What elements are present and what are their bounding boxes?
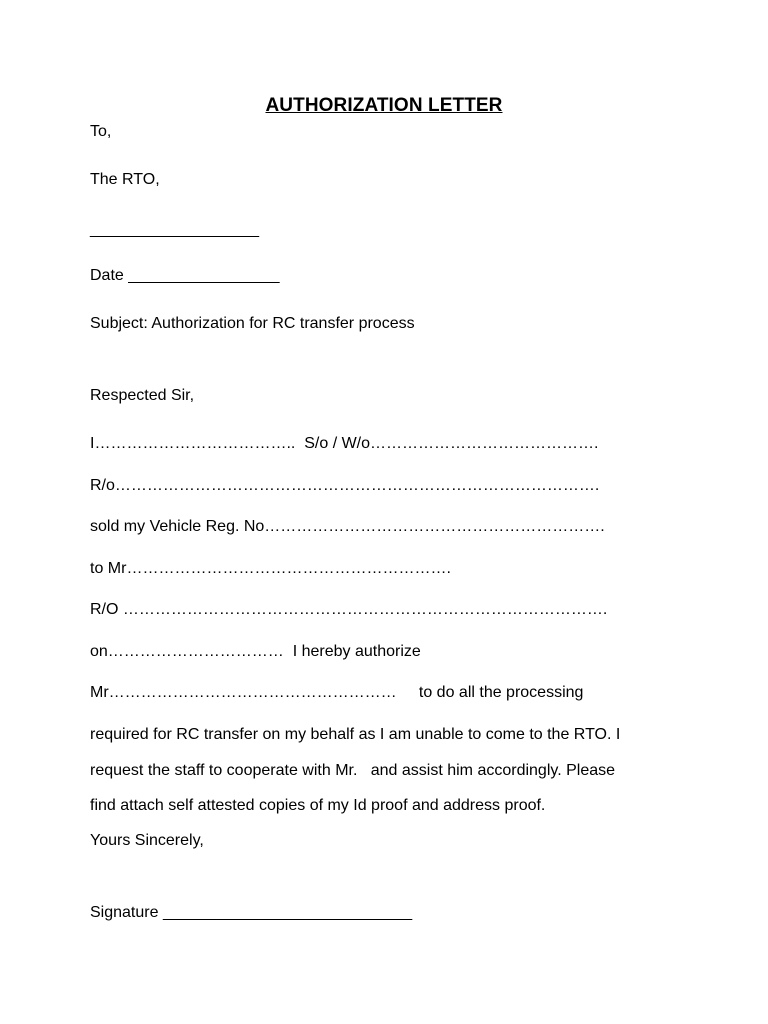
vehicle-line: sold my Vehicle Reg. No………………………………………………………. — [90, 518, 605, 535]
buyer-line: to Mr……………………………………………………. — [90, 560, 451, 577]
salutation: Respected Sir, — [90, 387, 195, 404]
authorized-person-line: Mr……………………………………………… to do all the processing — [90, 684, 584, 701]
name-line: I……………………………….. S/o / W/o……………………………………. — [90, 435, 599, 452]
subject-line: Subject: Authorization for RC transfer process — [90, 315, 415, 332]
body-line-2: request the staff to cooperate with Mr. and assist him accordingly. Please — [90, 762, 616, 779]
date-authorize-line: on…………………………… I hereby authorize — [90, 643, 421, 660]
address-blank: ___________________ — [90, 221, 260, 238]
signature-line: Signature ____________________________ — [90, 904, 413, 921]
recipient-line: The RTO, — [90, 171, 160, 188]
body-line-3: find attach self attested copies of my Id proof and address proof. — [90, 797, 546, 814]
body-line-1: required for RC transfer on my behalf as I am unable to come to the RTO. I — [90, 726, 621, 743]
closing: Yours Sincerely, — [90, 832, 204, 849]
date-line: Date _________________ — [90, 267, 280, 284]
to-line: To, — [90, 123, 112, 140]
residence-line: R/o………………………………………………………………………………. — [90, 477, 600, 494]
buyer-residence-line: R/O ………………………………………………………………………………. — [90, 601, 608, 618]
letter-title: AUTHORIZATION LETTER — [265, 95, 503, 116]
